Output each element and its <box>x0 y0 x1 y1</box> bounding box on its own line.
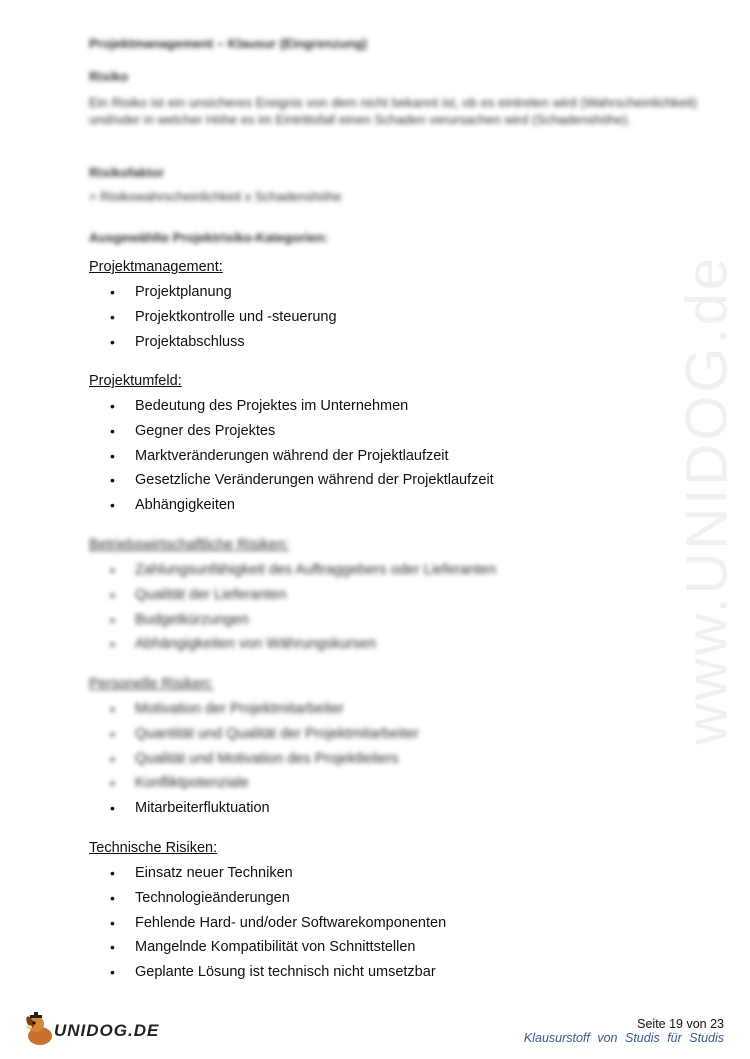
section-list-technische-risiken <box>0 861 446 985</box>
list-item: • Bedeutung des Projektes im Unternehmen <box>0 394 494 419</box>
watermark: www.UNIDOG.de <box>674 254 740 746</box>
page-footer <box>524 1017 724 1045</box>
risk-heading: Risiko <box>89 69 129 84</box>
section-title-personelle-risiken: Personelle Risiken: <box>89 676 214 692</box>
section-list-projektumfeld <box>0 394 494 518</box>
list-item: • Mitarbeiterfluktuation <box>0 796 419 821</box>
page-number: Seite 19 von 23 <box>637 1017 724 1031</box>
list-item: • Budgetkürzungen <box>0 608 496 633</box>
document-title: Projektmanagement – Klausur (Eingrenzung) <box>89 36 368 51</box>
categories-heading: Ausgewählte Projektrisiko-Kategorien: <box>89 230 329 245</box>
list-item: • Fehlende Hard- und/oder Softwarekomponenten <box>0 911 446 936</box>
section-title-betriebswirtschaftliche-risiken: Betriebswirtschaftliche Risiken: <box>89 537 289 553</box>
section-title-projektmanagement: Projektmanagement: <box>89 259 223 275</box>
list-item: • Marktveränderungen während der Projektlaufzeit <box>0 444 494 469</box>
logo-text: UNIDOG.DE <box>54 1021 160 1040</box>
risk-factor-formula: = Risikowahrscheinlichkeit x Schadenshöhe <box>89 189 342 204</box>
section-list-betriebswirtschaftliche-risiken <box>0 558 496 657</box>
list-item: • Zahlungsunfähigkeit des Auftraggebers oder Lieferanten <box>0 558 496 583</box>
list-item: • Gegner des Projektes <box>0 419 494 444</box>
list-item: • Projektkontrolle und -steuerung <box>0 305 337 330</box>
list-item: • Abhängigkeiten <box>0 493 494 518</box>
list-item: • Qualität und Motivation des Projektleiters <box>0 747 419 772</box>
list-item: • Projektabschluss <box>0 330 337 355</box>
risk-definition: Ein Risiko ist ein unsicheres Ereignis von dem nicht bekannt ist, ob es eintreten wird (Wahrscheinlichkeit) und/oder in welcher Höhe es im Eintrittsfall einen Schaden verursachen wird (Schadenshöhe). <box>89 95 697 127</box>
footer-tagline: Klausurstoff von Studis für Studis <box>523 1031 724 1045</box>
risk-factor-heading: Risikofaktor <box>89 165 165 180</box>
list-item: • Gesetzliche Veränderungen während der Projektlaufzeit <box>0 468 494 493</box>
list-item: • Motivation der Projektmitarbeiter <box>0 697 419 722</box>
list-item: • Qualität der Lieferanten <box>0 583 496 608</box>
list-item: • Geplante Lösung ist technisch nicht umsetzbar <box>0 960 446 985</box>
section-list-projektmanagement <box>0 280 337 354</box>
list-item: • Abhängigkeiten von Währungskursen <box>0 632 496 657</box>
list-item: • Konfliktpotenziale <box>0 771 419 796</box>
list-item: • Technologieänderungen <box>0 886 446 911</box>
list-item: • Mangelnde Kompatibilität von Schnittstellen <box>0 935 446 960</box>
section-list-personelle-risiken <box>0 697 419 821</box>
list-item: • Einsatz neuer Techniken <box>0 861 446 886</box>
list-item: • Projektplanung <box>0 280 337 305</box>
section-title-projektumfeld: Projektumfeld: <box>89 373 182 389</box>
list-item: • Quantität und Qualität der Projektmitarbeiter <box>0 722 419 747</box>
unidog-logo <box>22 1012 160 1048</box>
section-title-technische-risiken: Technische Risiken: <box>89 840 218 856</box>
